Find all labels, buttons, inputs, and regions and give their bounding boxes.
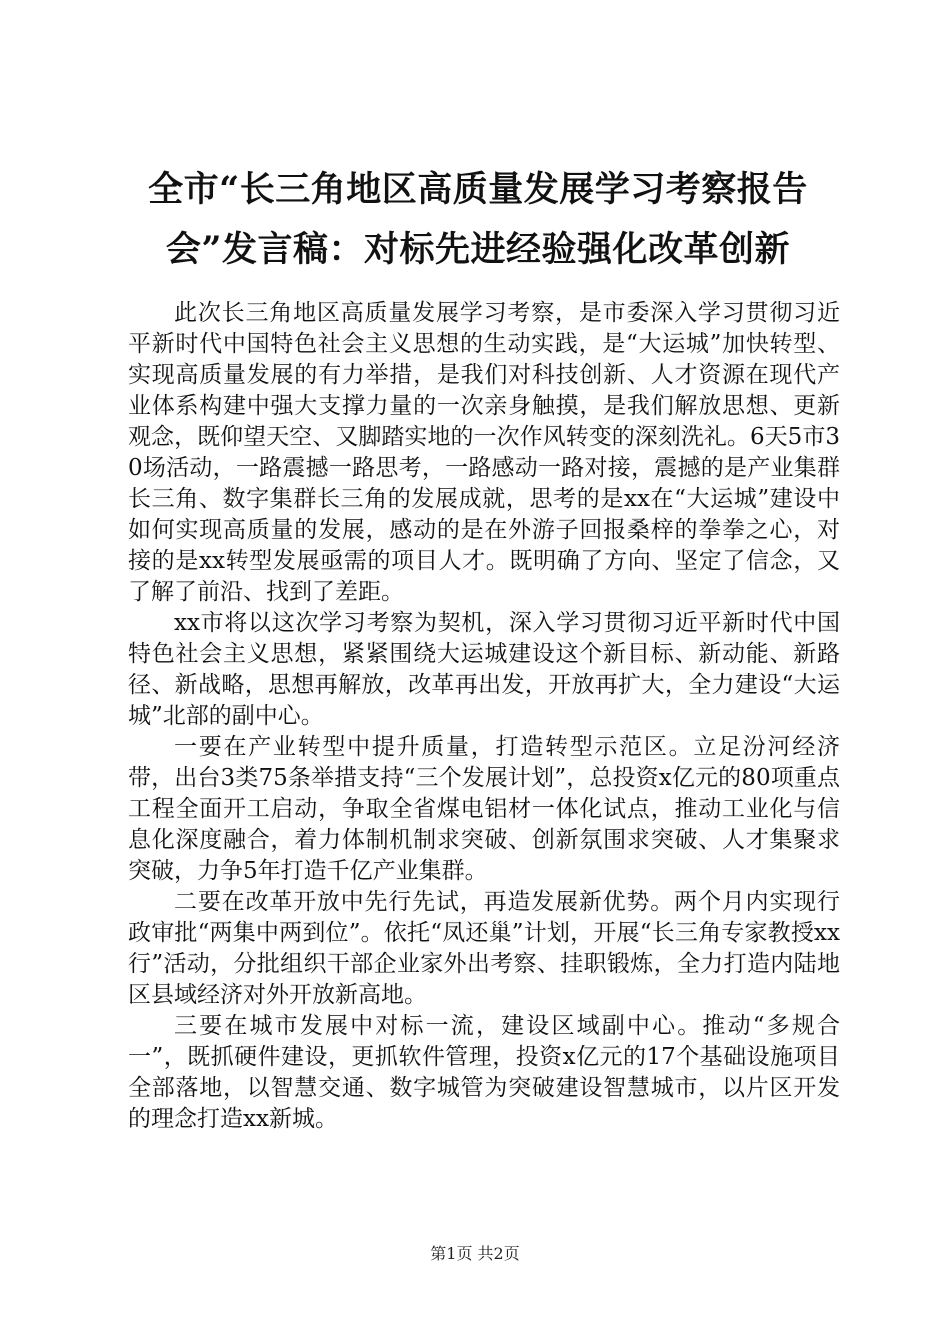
title-line-1: 全市“长三角地区高质量发展学习考察报告 — [148, 169, 808, 210]
title-line-2: 会”发言稿：对标先进经验强化改革创新 — [165, 229, 791, 270]
paragraph-4: 二要在改革开放中先行先试，再造发展新优势。两个月内实现行政审批“两集中两到位”。依托“凤还巢”计划，开展“长三角专家教授xx行”活动，分批组织干部企业家外出考察、挂职锻炼，全力打造内陆地区县域经济对外开放新高地。 — [128, 889, 840, 1008]
paragraph-3: 一要在产业转型中提升质量，打造转型示范区。立足汾河经济带，出台3类75条举措支持“三个发展计划”，总投资x亿元的80项重点工程全面开工启动，争取全省煤电铝材一体化试点，推动工业化与信息化深度融合，着力体制机制求突破、创新氛围求突破、人才集聚求突破，力争5年打造千亿产业集群。 — [128, 734, 840, 884]
page-number-footer: 第1页 共2页 — [430, 1244, 520, 1263]
paragraph-2: xx市将以这次学习考察为契机，深入学习贯彻习近平新时代中国特色社会主义思想，紧紧围绕大运城建设这个新目标、新动能、新路径、新战略，思想再解放，改革再出发，开放再扩大，全力建设“大运城”北部的副中心。 — [128, 610, 840, 729]
document-title — [118, 160, 838, 280]
paragraph-5: 三要在城市发展中对标一流，建设区域副中心。推动“多规合一”，既抓硬件建设，更抓软件管理，投资x亿元的17个基础设施项目全部落地，以智慧交通、数字城管为突破建设智慧城市，以片区开发的理念打造xx新城。 — [128, 1013, 840, 1132]
paragraph-1: 此次长三角地区高质量发展学习考察，是市委深入学习贯彻习近平新时代中国特色社会主义思想的生动实践，是“大运城”加快转型、实现高质量发展的有力举措，是我们对科技创新、人才资源在现代产业体系构建中强大支撑力量的一次亲身触摸，是我们解放思想、更新观念，既仰望天空、又脚踏实地的一次作风转变的深刻洗礼。6天5市30场活动，一路震撼一路思考，一路感动一路对接，震撼的是产业集群长三角、数字集群长三角的发展成就，思考的是xx在“大运城”建设中如何实现高质量的发展，感动的是在外游子回报桑梓的拳拳之心，对接的是xx转型发展亟需的项目人才。既明确了方向、坚定了信念，又了解了前沿、找到了差距。 — [128, 300, 840, 605]
document-body — [128, 298, 840, 1135]
